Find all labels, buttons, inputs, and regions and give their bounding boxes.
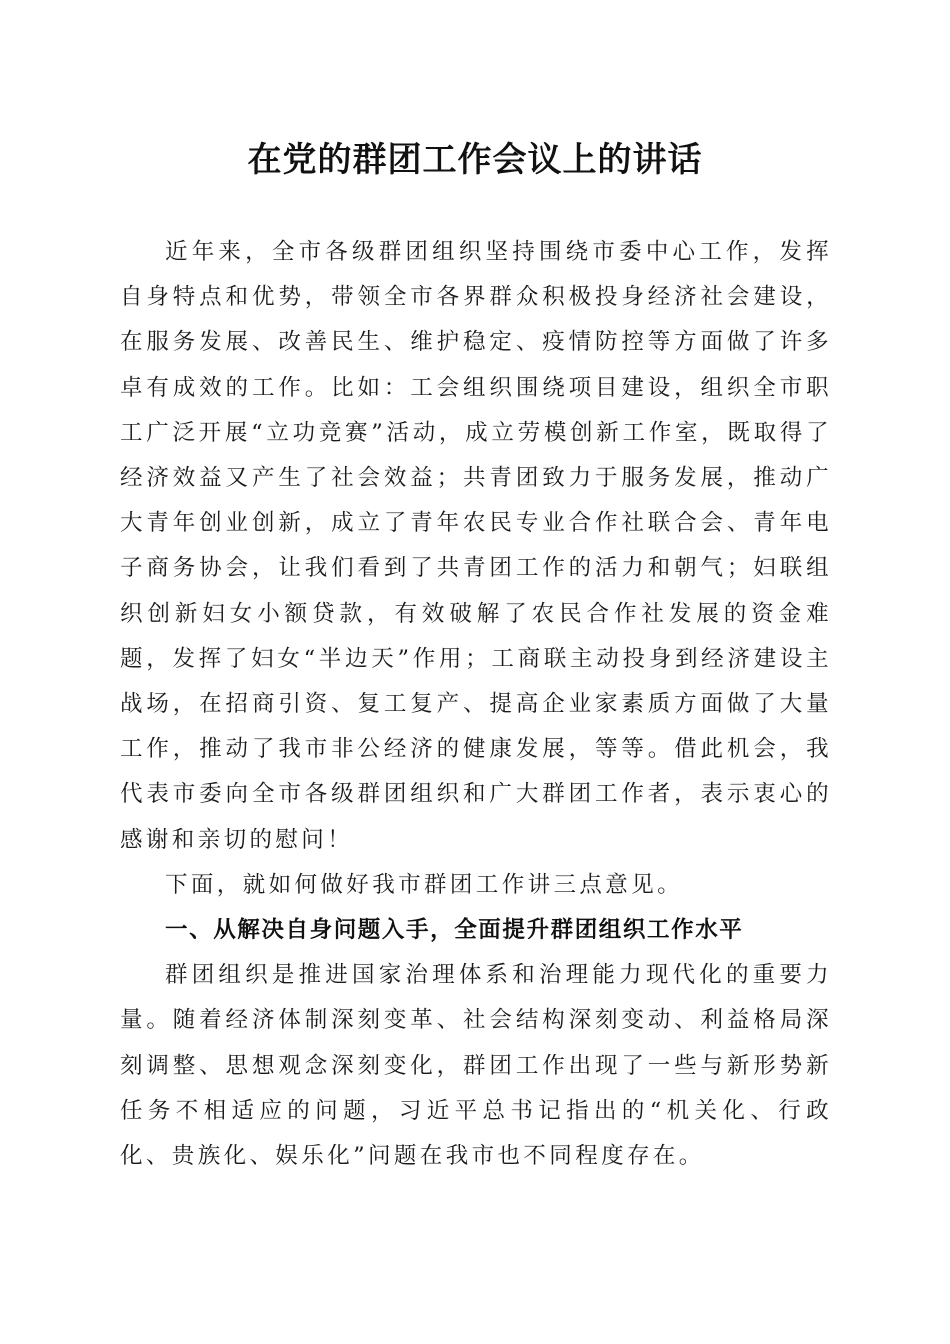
document-title: 在党的群团工作会议上的讲话 [247,140,703,180]
body-paragraph-intro: 近年来，全市各级群团组织坚持围绕市委中心工作，发挥自身特点和优势，带领全市各界群众积极投身经济社会建设，在服务发展、改善民生、维护稳定、疫情防控等方面做了许多卓有成效的工作。比如：工会组织围绕项目建设，组织全市职工广泛开展“立功竞赛”活动，成立劳模创新工作室，既取得了经济效益又产生了社会效益；共青团致力于服务发展，推动广大青年创业创新，成立了青年农民专业合作社联合会、青年电子商务协会，让我们看到了共青团工作的活力和朝气；妇联组织创新妇女小额贷款，有效破解了农民合作社发展的资金难题，发挥了妇女“半边天”作用；工商联主动投身到经济建设主战场，在招商引资、复工复产、提高企业家素质方面做了大量工作，推动了我市非公经济的健康发展，等等。借此机会，我代表市委向全市各级群团组织和广大群团工作者，表示衷心的感谢和亲切的慰问！ [120,239,832,853]
section-heading-1: 一、从解决自身问题入手，全面提升群团组织工作水平 [165,917,744,944]
section-paragraph-1: 群团组织是推进国家治理体系和治理能力现代化的重要力量。随着经济体制深刻变革、社会结构深刻变动、利益格局深刻调整、思想观念深刻变化，群团工作出现了一些与新形势新任务不相适应的问题，习近平总书记指出的“机关化、行政化、贵族化、娱乐化”问题在我市也不同程度存在。 [120,962,832,1170]
body-paragraph-outline: 下面，就如何做好我市群团工作讲三点意见。 [165,871,684,898]
document-body [120,230,832,1179]
